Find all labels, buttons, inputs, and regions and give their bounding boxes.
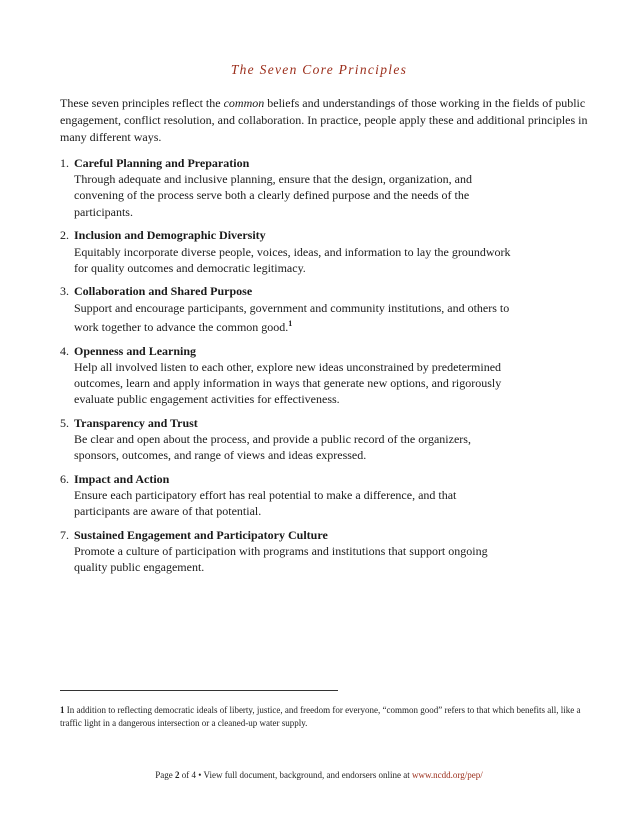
- principle-title: Careful Planning and Preparation: [74, 156, 250, 170]
- principle-number: 3.: [60, 284, 69, 299]
- footer-view-text: View full document, background, and endorsers online at: [203, 770, 412, 780]
- principle-description: Promote a culture of participation with programs and institutions that support ongoing quality public engagement.: [74, 544, 488, 575]
- principle-description: Help all involved listen to each other, explore new ideas unconstrained by predetermined outcomes, learn and apply information in ways that generate new options, and rigorously evaluate public engagement activities for effectiveness.: [74, 359, 502, 407]
- footnote: [60, 704, 590, 730]
- principle-description: Ensure each participatory effort has real potential to make a difference, and that participants are aware of that potential.: [74, 488, 457, 519]
- footer-of-label: of: [179, 770, 192, 780]
- intro-text-after: beliefs and understandings of those working in the fields of public engagement, conflict resolution, and collaboration. In practice, people apply these and additional principles in many different ways.: [60, 96, 588, 144]
- principle-title: Inclusion and Demographic Diversity: [74, 228, 266, 243]
- intro-text-before: These seven principles reflect the: [60, 96, 224, 110]
- principle-description: Be clear and open about the process, and provide a public record of the organizers, sponsors, outcomes, and range of views and ideas expressed.: [74, 432, 471, 463]
- principle-title: Transparency and Trust: [74, 415, 198, 430]
- intro-paragraph: [60, 95, 590, 146]
- footer-total-pages: 4: [191, 770, 197, 780]
- footnote-reference[interactable]: 1: [288, 318, 293, 328]
- footnote-divider: [60, 690, 338, 691]
- principle-item: [60, 283, 590, 335]
- principle-item: [60, 343, 590, 408]
- footnote-marker: 1: [60, 705, 65, 715]
- footer-website-link[interactable]: www.ncdd.org/pep/: [411, 770, 483, 780]
- principle-item: [60, 527, 590, 576]
- principle-item: [60, 471, 590, 520]
- principle-item: [60, 415, 590, 464]
- footer-page-number: 2: [175, 770, 180, 780]
- page-title: The Seven Core Principles: [230, 62, 408, 77]
- principle-description: Through adequate and inclusive planning, ensure that the design, organization, and convening of the process serve both a clearly defined purpose and the needs of the participants.: [74, 172, 472, 219]
- principle-number: 7.: [60, 528, 69, 543]
- principle-description-text: Support and encourage participants, government and community institutions, and others to work together to advance the common good.: [74, 300, 510, 334]
- footnote-text: In addition to reflecting democratic ideals of liberty, justice, and freedom for everyone, “common good” refers to that which benefits all, like a traffic light in a dangerous intersection or a cleaned-up water supply.: [60, 705, 581, 728]
- principles-list: [60, 155, 590, 583]
- principle-title: Sustained Engagement and Participatory Culture: [74, 528, 328, 543]
- principle-item: [60, 227, 590, 276]
- principle-description: [60, 300, 514, 335]
- principle-number: 4.: [60, 343, 69, 358]
- principle-title: Openness and Learning: [74, 343, 197, 358]
- principle-title: Collaboration and Shared Purpose: [74, 284, 253, 299]
- intro-emphasis: common: [223, 96, 265, 110]
- principle-number: 5.: [60, 415, 69, 430]
- principle-number: 6.: [60, 471, 69, 486]
- principle-description: Equitably incorporate diverse people, voices, ideas, and information to lay the groundwork for quality outcomes and democratic legitimacy.: [74, 244, 511, 275]
- footer-separator: •: [196, 770, 204, 780]
- page-footer: [0, 770, 638, 780]
- principle-number: 1.: [60, 156, 69, 170]
- principle-number: 2.: [60, 228, 69, 243]
- footer-page-label: Page: [155, 770, 176, 780]
- principle-title: Impact and Action: [74, 471, 170, 486]
- principle-item: [60, 155, 590, 220]
